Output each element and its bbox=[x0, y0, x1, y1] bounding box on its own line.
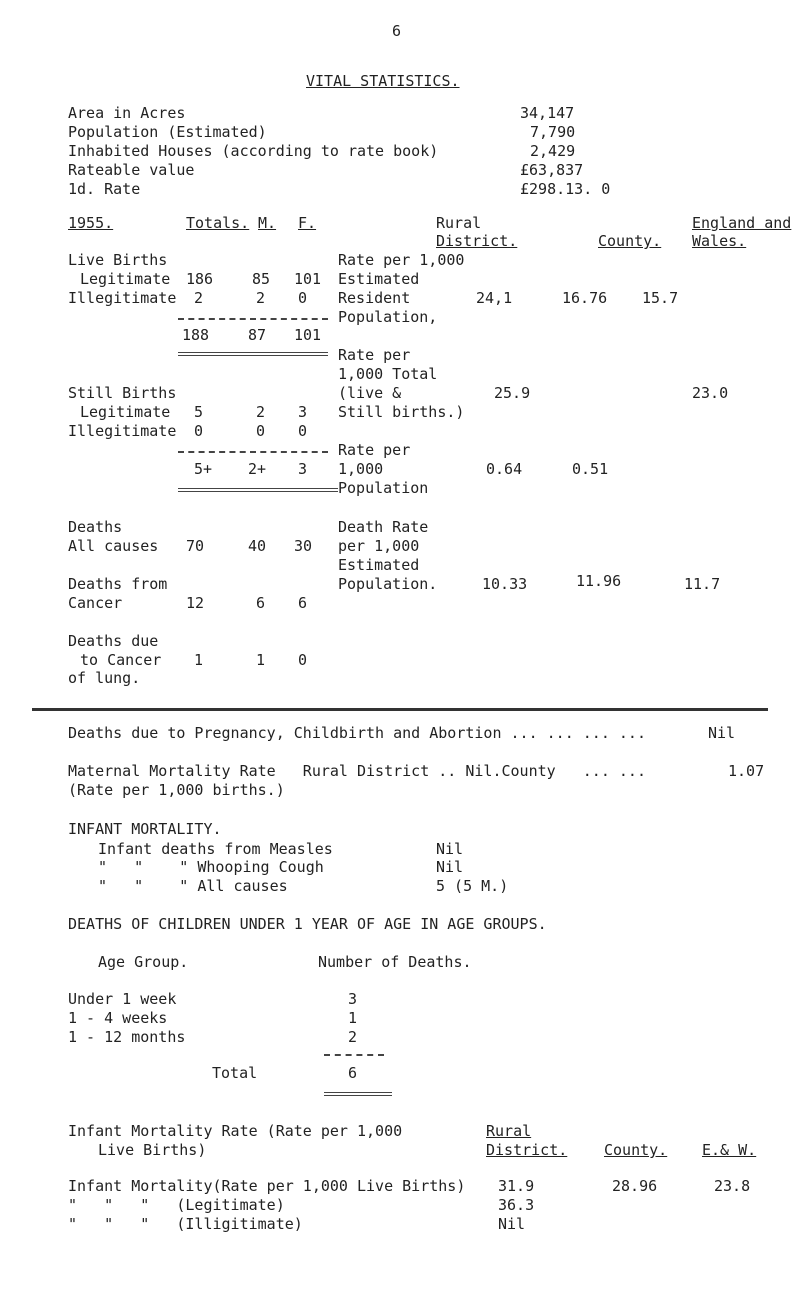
page-number: 6 bbox=[392, 22, 402, 40]
row-label: to Cancer bbox=[80, 651, 162, 669]
stat-value: £63,837 bbox=[520, 161, 584, 179]
row-label: Illegitimate bbox=[68, 422, 177, 440]
divider bbox=[178, 318, 328, 320]
sum-f: 3 bbox=[298, 460, 308, 478]
age-label: 1 - 4 weeks bbox=[68, 1009, 168, 1027]
age-label: 1 - 12 months bbox=[68, 1028, 186, 1046]
infant-row-value: Nil bbox=[436, 858, 464, 876]
infant-row-value: Nil bbox=[436, 840, 464, 858]
table-bottom-rule bbox=[32, 708, 768, 711]
cell-m: 0 bbox=[256, 422, 266, 440]
rate-label: Population, bbox=[338, 308, 438, 326]
imr-ew: 23.8 bbox=[714, 1177, 751, 1195]
rate-label: (live & bbox=[338, 384, 402, 402]
cell-total: 186 bbox=[186, 270, 214, 288]
row-label: Legitimate bbox=[80, 403, 171, 421]
header-m: M. bbox=[258, 214, 277, 232]
imr-col-district: District. bbox=[486, 1141, 568, 1159]
stat-value: 2,429 bbox=[530, 142, 576, 160]
sum-f: 101 bbox=[294, 326, 322, 344]
maternal-value: 1.07 bbox=[728, 762, 765, 780]
header-f: F. bbox=[298, 214, 317, 232]
cell-f: 30 bbox=[294, 537, 313, 555]
cell-m: 1 bbox=[256, 651, 266, 669]
rate-label: Estimated bbox=[338, 270, 420, 288]
rate-label: Estimated bbox=[338, 556, 420, 574]
cell-f: 0 bbox=[298, 651, 308, 669]
stat-label: Rateable value bbox=[68, 161, 195, 179]
rate-label: Death Rate bbox=[338, 518, 429, 536]
imr-row-label: " " " (Legitimate) bbox=[68, 1196, 285, 1214]
sum-total: 188 bbox=[182, 326, 210, 344]
stat-value: 34,147 bbox=[520, 104, 575, 122]
section-label: Still Births bbox=[68, 384, 177, 402]
row-label: of lung. bbox=[68, 669, 141, 687]
stat-label: Inhabited Houses (according to rate book) bbox=[68, 142, 439, 160]
imr-col-ew: E.& W. bbox=[702, 1141, 757, 1159]
pregnancy-label: Deaths due to Pregnancy, Childbirth and Abortion ... ... ... ... bbox=[68, 724, 646, 742]
cell-m: 85 bbox=[252, 270, 271, 288]
imr-title: Live Births) bbox=[98, 1141, 207, 1159]
imr-row-label: Infant Mortality(Rate per 1,000 Live Births) bbox=[68, 1177, 466, 1195]
maternal-line: Maternal Mortality Rate Rural District .. Nil.County ... ... bbox=[68, 762, 646, 780]
cell-f: 3 bbox=[298, 403, 308, 421]
rate-label: 1,000 bbox=[338, 460, 384, 478]
cell-total: 1 bbox=[194, 651, 204, 669]
stat-label: Area in Acres bbox=[68, 104, 186, 122]
row-label: All causes bbox=[68, 537, 159, 555]
stat-value: 7,790 bbox=[530, 123, 576, 141]
pregnancy-value: Nil bbox=[708, 724, 736, 742]
infant-mortality-heading: INFANT MORTALITY. bbox=[68, 820, 222, 838]
section-label: Deaths bbox=[68, 518, 123, 536]
imr-col-county: County. bbox=[604, 1141, 668, 1159]
header-totals: Totals. bbox=[186, 214, 250, 232]
age-count: 3 bbox=[348, 990, 358, 1008]
children-deaths-heading: DEATHS OF CHILDREN UNDER 1 YEAR OF AGE IN AGE GROUPS. bbox=[68, 915, 547, 933]
page-heading: VITAL STATISTICS. bbox=[306, 72, 460, 90]
row-label: Deaths from bbox=[68, 575, 168, 593]
cell-m: 6 bbox=[256, 594, 266, 612]
row-label: Illegitimate bbox=[68, 289, 177, 307]
rate-rural: 10.33 bbox=[482, 575, 528, 593]
header-county: County. bbox=[598, 232, 662, 250]
cell-m: 2 bbox=[256, 403, 266, 421]
row-label: Cancer bbox=[68, 594, 123, 612]
cell-m: 2 bbox=[256, 289, 266, 307]
cell-f: 0 bbox=[298, 422, 308, 440]
cell-f: 6 bbox=[298, 594, 308, 612]
total-label: Total bbox=[212, 1064, 258, 1082]
stat-label: 1d. Rate bbox=[68, 180, 141, 198]
rate-label: Still births.) bbox=[338, 403, 465, 421]
rate-label: Population. bbox=[338, 575, 438, 593]
imr-col-rural: Rural bbox=[486, 1122, 532, 1140]
infant-row-label: Infant deaths from Measles bbox=[98, 840, 333, 858]
header-england: England and bbox=[692, 214, 792, 232]
rate-label: Rate per bbox=[338, 346, 411, 364]
age-count: 1 bbox=[348, 1009, 358, 1027]
year-label: 1955. bbox=[68, 214, 114, 232]
rate-rural: 25.9 bbox=[494, 384, 531, 402]
rate-label: Resident bbox=[338, 289, 411, 307]
rate-label: 1,000 Total bbox=[338, 365, 438, 383]
imr-rural: 31.9 bbox=[498, 1177, 535, 1195]
rate-county: 0.51 bbox=[572, 460, 609, 478]
sum-m: 2+ bbox=[248, 460, 267, 478]
sum-m: 87 bbox=[248, 326, 267, 344]
cell-total: 12 bbox=[186, 594, 205, 612]
imr-rural: Nil bbox=[498, 1215, 526, 1233]
cell-f: 101 bbox=[294, 270, 322, 288]
total-value: 6 bbox=[348, 1064, 358, 1082]
imr-rural: 36.3 bbox=[498, 1196, 535, 1214]
maternal-note: (Rate per 1,000 births.) bbox=[68, 781, 285, 799]
col-number: Number of Deaths. bbox=[318, 953, 472, 971]
imr-title: Infant Mortality Rate (Rate per 1,000 bbox=[68, 1122, 403, 1140]
sum-total: 5+ bbox=[194, 460, 213, 478]
rate-county: 16.76 bbox=[562, 289, 608, 307]
divider bbox=[178, 451, 328, 453]
rate-label: Rate per 1,000 bbox=[338, 251, 465, 269]
cell-f: 0 bbox=[298, 289, 308, 307]
imr-county: 28.96 bbox=[612, 1177, 658, 1195]
rate-england: 23.0 bbox=[692, 384, 729, 402]
rate-england: 11.7 bbox=[684, 575, 721, 593]
rate-rural: 0.64 bbox=[486, 460, 523, 478]
rate-england: 15.7 bbox=[642, 289, 679, 307]
rate-label: Population bbox=[338, 479, 429, 497]
row-label: Legitimate bbox=[80, 270, 171, 288]
cell-total: 5 bbox=[194, 403, 204, 421]
header-wales: Wales. bbox=[692, 232, 747, 250]
infant-row-label: " " " All causes bbox=[98, 877, 288, 895]
divider bbox=[324, 1092, 392, 1096]
header-district: District. bbox=[436, 232, 518, 250]
rate-rural: 24,1 bbox=[476, 289, 513, 307]
stat-label: Population (Estimated) bbox=[68, 123, 267, 141]
cell-total: 2 bbox=[194, 289, 204, 307]
cell-m: 40 bbox=[248, 537, 267, 555]
divider bbox=[178, 488, 338, 492]
divider bbox=[178, 352, 328, 356]
imr-row-label: " " " (Illigitimate) bbox=[68, 1215, 303, 1233]
infant-row-label: " " " Whooping Cough bbox=[98, 858, 324, 876]
section-label: Live Births bbox=[68, 251, 168, 269]
row-label: Deaths due bbox=[68, 632, 159, 650]
cell-total: 0 bbox=[194, 422, 204, 440]
divider bbox=[324, 1054, 384, 1056]
header-rural: Rural bbox=[436, 214, 482, 232]
infant-row-value: 5 (5 M.) bbox=[436, 877, 509, 895]
rate-county: 11.96 bbox=[576, 572, 622, 590]
rate-label: Rate per bbox=[338, 441, 411, 459]
rate-label: per 1,000 bbox=[338, 537, 420, 555]
stat-value: £298.13. 0 bbox=[520, 180, 611, 198]
age-count: 2 bbox=[348, 1028, 358, 1046]
age-label: Under 1 week bbox=[68, 990, 177, 1008]
col-age-group: Age Group. bbox=[98, 953, 189, 971]
cell-total: 70 bbox=[186, 537, 205, 555]
